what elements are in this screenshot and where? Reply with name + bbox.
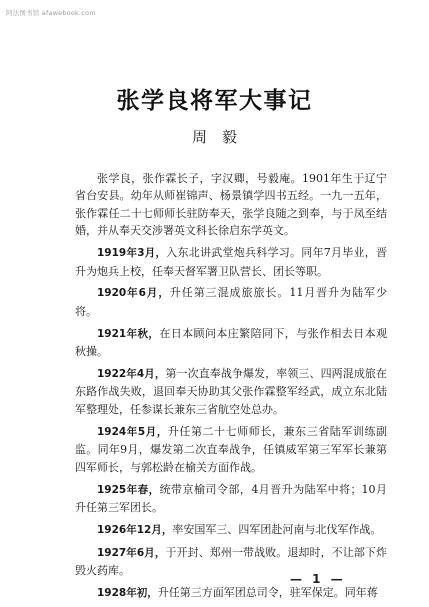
page-title: 张学良将军大事记 (116, 88, 313, 114)
paragraph-date-lead: 1926年12月， (97, 523, 173, 536)
paragraph-date-lead: 1928年初， (97, 587, 158, 600)
paragraph-date-lead: 1927年6月， (97, 546, 166, 559)
paragraph-text: 统带京榆司令部，4月晋升为陆军中将；10月升任第三军团长。 (75, 482, 387, 514)
body-paragraph (75, 365, 387, 418)
paragraph-text: 张学良，张作霖长子，字汉卿，号毅庵。1901年生于辽宁省台安县。幼年从师崔锦声、杨景镇学四书五经。一九一五年，张作霖任二十七师师长驻防奉天，张学良随之到奉，与于凤至结婚，并从奉天交涉署英文科长徐启东学英文。 (75, 172, 387, 238)
body-paragraph (75, 244, 387, 280)
body-paragraph (75, 325, 387, 361)
body-paragraph (75, 423, 387, 476)
paragraph-date-lead: 1919年3月， (97, 247, 167, 260)
paragraph-text: 在日本顾问本庄繁陪同下，与张作相去日本观秋操。 (75, 326, 387, 359)
watermark: 阿法图书馆 afawebook.com (6, 9, 96, 17)
paragraph-text: 入东北讲武堂炮兵科学习。同年7月毕业，晋升为炮兵上校，任奉天督军署卫队营长、团长等职。 (75, 246, 388, 278)
author-name: 周毅 (191, 128, 252, 146)
paragraph-date-lead: 1924年5月， (97, 425, 168, 438)
paragraph-date-lead: 1925年春， (97, 483, 160, 496)
body-paragraph (75, 284, 387, 320)
body-paragraph (75, 170, 387, 240)
paragraph-date-lead: 1920年6月， (97, 287, 170, 300)
paragraph-date-lead: 1922年4月， (97, 368, 166, 381)
paragraph-text: 升任第二十七师师长，兼东三省陆军训练副监。同年9月，爆发第二次直奉战争，任镇威军第三军军长兼第四军师长，与郭松龄在榆关方面作战。 (75, 424, 388, 474)
paragraph-text: 升任第三方面军团总司令，驻军保定。同年蒋 (157, 586, 378, 600)
page-number: — 1 — (290, 572, 346, 586)
body-paragraph (75, 481, 387, 517)
paragraph-text: 率安国军三、四军团赴河南与北伐军作战。 (172, 522, 382, 536)
paragraph-text: 于开封、郑州一带战败。退却时，不让部下炸毁火药库。 (75, 545, 388, 578)
article-body (75, 170, 387, 607)
paragraph-date-lead: 1921年秋， (97, 327, 160, 340)
paragraph-text: 升任第三混成旅旅长。11月晋升为陆军少将。 (75, 286, 387, 318)
body-paragraph (75, 521, 387, 539)
paragraph-text: 第一次直奉战争爆发，率领三、四两混成旅在东路作战失败，退回奉天协助其父张作霖整军经武，成立东北陆军整理处，任参谋长兼东三省航空处总办。 (75, 367, 388, 416)
